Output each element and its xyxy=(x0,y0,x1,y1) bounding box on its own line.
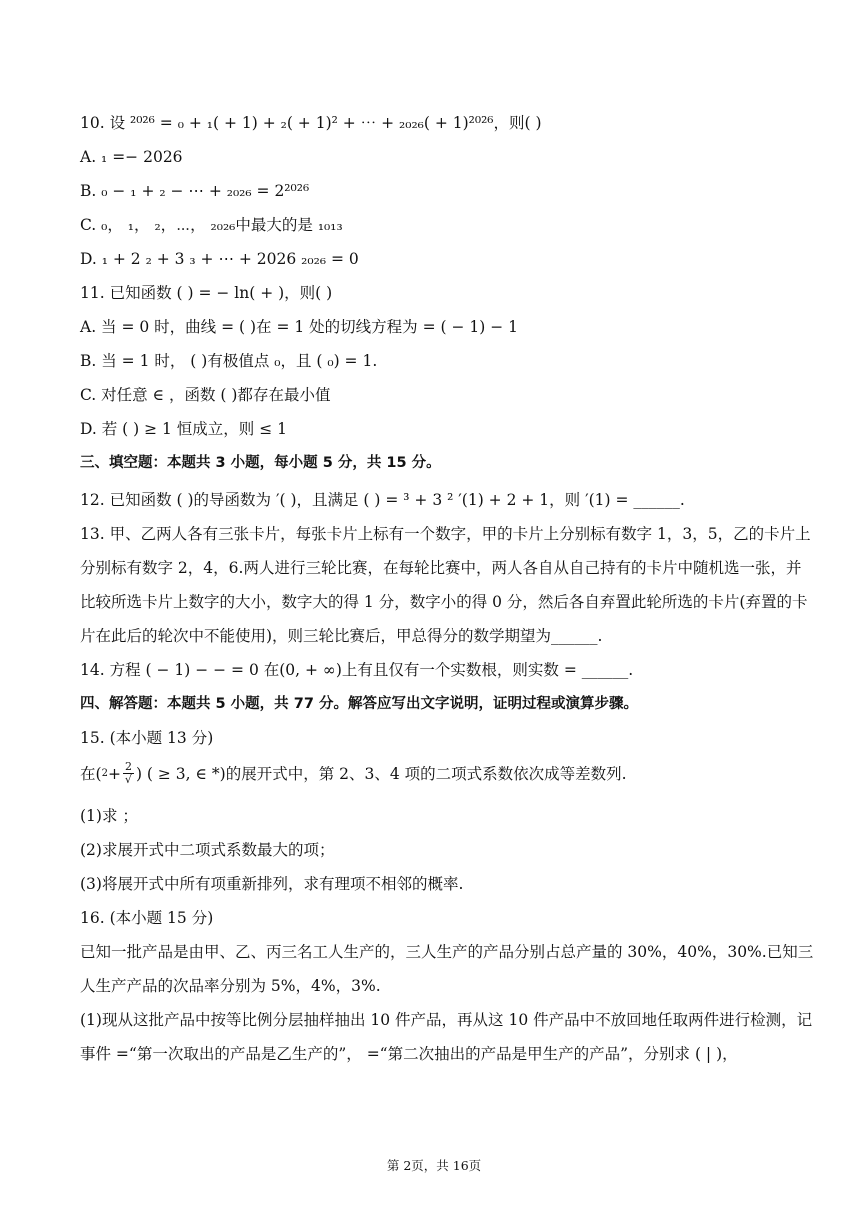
question-10-option-c: C. ₀， ₁， ₂，⋯， ₂₀₂₆中最大的是 ₁₀₁₃ xyxy=(80,216,343,234)
question-16-header: 16. (本小题 15 分) xyxy=(80,909,214,927)
question-16-line-1: 已知一批产品是由甲、乙、丙三名工人生产的，三人生产的产品分别占总产量的 30%，40%，30%.已知三 xyxy=(80,943,814,961)
question-10-option-b: B. ₀ − ₁ + ₂ − ⋯ + ₂₀₂₆ = 2²⁰²⁶ xyxy=(80,182,310,200)
question-12: 12. 已知函数 ( )的导函数为 ′( )，且满足 ( ) = ³ + 3 ² ′(1) + 2 + 1，则 ′(1) = ______. xyxy=(80,491,685,509)
question-16-line-4: 事件 =“第一次取出的产品是乙生产的”， =“第二次抽出的产品是甲生产的产品”，分别求 ( | )， xyxy=(80,1045,738,1063)
question-15-part-1: (1)求 ； xyxy=(80,807,138,825)
question-11: 11. 已知函数 ( ) = − ln( + )，则( ) xyxy=(80,284,333,302)
question-10-option-d: D. ₁ + 2 ₂ + 3 ₃ + ⋯ + 2026 ₂₀₂₆ = 0 xyxy=(80,250,359,268)
question-15-part-2: (2)求展开式中二项式系数最大的项； xyxy=(80,841,335,859)
question-13-line-3: 比较所选卡片上数字的大小，数字大的得 1 分，数字小的得 0 分，然后各自弃置此轮所选的卡片(弃置的卡 xyxy=(80,593,808,611)
question-15-stem: 在( 2 + $\frac{2}{√}$ ) ( ≥ 3, ∈ *)的展开式中，第 2、3、4 项的二项式系数依次成等差数列. xyxy=(80,760,627,786)
section-fill-in-title: 三、填空题：本题共 3 小题，每小题 5 分，共 15 分。 xyxy=(80,455,441,471)
fraction: $\frac{2}{√}$ xyxy=(124,760,132,786)
question-16-line-2: 人生产产品的次品率分别为 5%，4%，3%. xyxy=(80,977,381,995)
question-13-line-2: 分别标有数字 2，4，6.两人进行三轮比赛，在每轮比赛中，两人各自从自己持有的卡片中随机选一张，并 xyxy=(80,559,802,577)
question-11-option-c: C. 对任意 ∈ ，函数 ( )都存在最小值 xyxy=(80,386,331,404)
question-14: 14. 方程 ( − 1) − − = 0 在(0, + ∞)上有且仅有一个实数根，则实数 = ______. xyxy=(80,661,634,679)
question-15-header: 15. (本小题 13 分) xyxy=(80,729,214,747)
question-11-option-b: B. 当 = 1 时， ( )有极值点 ₀，且 ( ₀) = 1. xyxy=(80,352,378,370)
question-11-option-d: D. 若 ( ) ≥ 1 恒成立，则 ≤ 1 xyxy=(80,420,288,438)
question-13-line-4: 片在此后的轮次中不能使用)，则三轮比赛后，甲总得分的数学期望为______. xyxy=(80,627,603,645)
question-11-option-a: A. 当 = 0 时，曲线 = ( )在 = 1 处的切线方程为 = ( − 1) − 1 xyxy=(80,318,519,336)
question-13-line-1: 13. 甲、乙两人各有三张卡片，每张卡片上标有一个数字，甲的卡片上分别标有数字 1，3，5，乙的卡片上 xyxy=(80,525,811,543)
question-10-option-a: A. ₁ =− 2026 xyxy=(80,148,183,166)
question-10: 10. 设 ²⁰²⁶ = ₀ + ₁( + 1) + ₂( + 1)² + ⋯ + ₂₀₂₆( + 1)²⁰²⁶，则( ) xyxy=(80,114,542,132)
page-footer: 第 2页，共 16页 xyxy=(386,1158,482,1173)
question-16-line-3: (1)现从这批产品中按等比例分层抽样抽出 10 件产品，再从这 10 件产品中不放回地任取两件进行检测，记 xyxy=(80,1011,813,1029)
question-15-part-3: (3)将展开式中所有项重新排列，求有理项不相邻的概率. xyxy=(80,875,464,893)
section-answer-title: 四、解答题：本题共 5 小题，共 77 分。解答应写出文字说明，证明过程或演算步骤。 xyxy=(80,696,638,712)
